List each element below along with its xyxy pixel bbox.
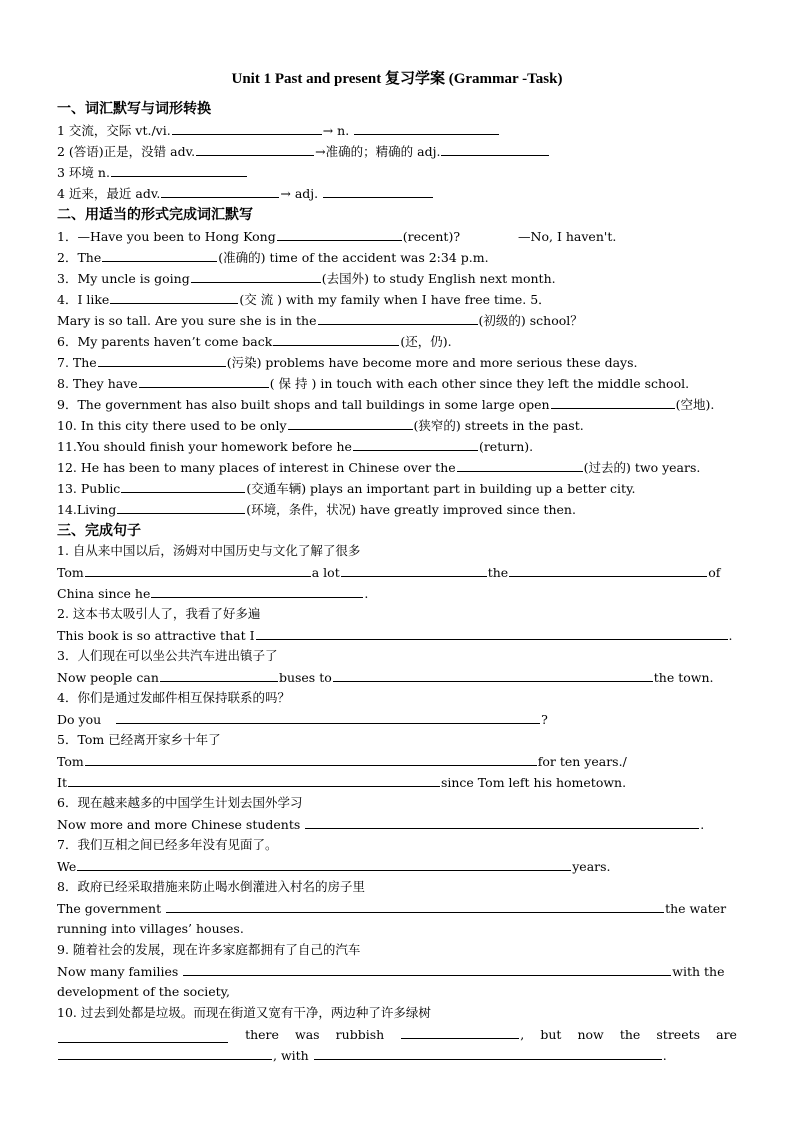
blank-field[interactable] (551, 396, 675, 409)
sentence-9-line-2: development of the society, (57, 984, 230, 999)
blank-field[interactable] (85, 753, 537, 766)
blank-field[interactable] (172, 122, 322, 135)
form-item-8: 8. They have ( 保 持 ) in touch with each other since they left the middle school. (57, 376, 690, 391)
sentence-9-chinese: 9. 随着社会的发展，现在许多家庭都拥有了自己的汽车 (57, 942, 361, 957)
vocab-item-3: 3 环境 n. (57, 164, 248, 181)
sentence-1-line-1: Tom a lot the of (57, 565, 721, 580)
blank-field[interactable] (401, 1026, 519, 1039)
blank-field[interactable] (457, 459, 583, 472)
blank-field[interactable] (314, 1047, 662, 1060)
sentence-2-line-1: This book is so attractive that I . (57, 628, 733, 643)
sentence-8-chinese: 8．政府已经采取措施来防止喝水倒灌进入村名的房子里 (57, 879, 365, 894)
sentence-10-chinese: 10. 过去到处都是垃圾。而现在街道又宽有干净，两边种了许多绿树 (57, 1005, 431, 1020)
blank-field[interactable] (323, 185, 433, 198)
blank-field[interactable] (509, 564, 707, 577)
sentence-5-line-2: It since Tom left his hometown. (57, 775, 627, 790)
blank-field[interactable] (77, 858, 571, 871)
blank-field[interactable] (68, 774, 440, 787)
form-item-4: 4．I like (交 流 ) with my family when I have free time. 5． (57, 292, 551, 307)
section-heading-word-forms: 二、用适当的形式完成词汇默写 (57, 207, 253, 223)
blank-field[interactable] (85, 564, 311, 577)
blank-field[interactable] (333, 669, 653, 682)
blank-field[interactable] (196, 143, 314, 156)
blank-field[interactable] (161, 185, 279, 198)
sentence-1-chinese: 1. 自从来中国以后，汤姆对中国历史与文化了解了很多 (57, 543, 361, 558)
section-heading-vocabulary: 一、词汇默写与词形转换 (57, 101, 211, 117)
blank-field[interactable] (58, 1047, 272, 1060)
vocab-item-1: 1 交流，交际 vt./vi. → n. (57, 122, 500, 139)
blank-field[interactable] (353, 438, 478, 451)
blank-field[interactable] (58, 1030, 228, 1043)
blank-field[interactable] (166, 900, 664, 913)
blank-field[interactable] (273, 333, 399, 346)
form-item-6: 6．My parents haven’t come back (还，仍). (57, 334, 452, 349)
sentence-8-line-1: The government the water (57, 901, 727, 916)
blank-field[interactable] (318, 312, 478, 325)
form-item-1: 1．—Have you been to Hong Kong (recent)? —No, I haven't. (57, 229, 617, 244)
form-item-10: 10. In this city there used to be only (狭窄的) streets in the past. (57, 418, 584, 433)
blank-field[interactable] (288, 417, 413, 430)
blank-field[interactable] (183, 963, 671, 976)
blank-field[interactable] (256, 627, 728, 640)
sentence-4-chinese: 4．你们是通过发邮件相互保持联系的吗？ (57, 690, 290, 705)
sentence-9-line-1: Now many families with the (57, 964, 725, 979)
sentence-10-line-2: , with . (57, 1047, 667, 1064)
blank-field[interactable] (191, 270, 321, 283)
form-item-14: 14.Living (环境，条件，状况) have greatly improved since then. (57, 502, 576, 517)
form-item-3: 3．My uncle is going (去国外) to study English next month. (57, 271, 556, 286)
page-title: Unit 1 Past and present 复习学案 (Grammar -Task) (231, 71, 563, 87)
section-heading-sentences: 三、完成句子 (57, 523, 141, 539)
form-item-12: 12. He has been to many places of interest in Chinese over the (过去的) two years. (57, 460, 701, 475)
blank-field[interactable] (441, 143, 549, 156)
sentence-5-line-1: Tom for ten years./ (57, 754, 627, 769)
form-item-9: 9．The government has also built shops and tall buildings in some large open (空地). (57, 397, 715, 412)
sentence-7-chinese: 7．我们互相之间已经多年没有见面了。 (57, 837, 278, 852)
blank-field[interactable] (110, 291, 238, 304)
sentence-2-chinese: 2. 这本书太吸引人了，我看了好多遍 (57, 606, 261, 621)
form-item-13: 13. Public (交通车辆) plays an important part in building up a better city. (57, 481, 636, 496)
blank-field[interactable] (305, 816, 699, 829)
sentence-3-chinese: 3．人们现在可以坐公共汽车进出镇子了 (57, 648, 278, 663)
sentence-3-line-1: Now people can buses to the town. (57, 670, 714, 685)
form-item-11: 11.You should finish your homework before he (return). (57, 439, 534, 454)
blank-field[interactable] (151, 585, 363, 598)
sentence-6-chinese: 6．现在越来越多的中国学生计划去国外学习 (57, 795, 303, 810)
sentence-5-chinese: 5．Tom 已经离开家乡十年了 (57, 732, 221, 747)
form-item-7: 7. The (污染) problems have become more and more serious these days. (57, 355, 638, 370)
blank-field[interactable] (116, 711, 540, 724)
sentence-1-line-2: China since he . (57, 586, 369, 601)
sentence-8-line-2: running into villages’ houses. (57, 921, 244, 936)
sentence-4-line-1: Do you ? (57, 712, 548, 727)
vocab-item-4: 4 近来，最近 adv. → adj. (57, 185, 434, 202)
blank-field[interactable] (139, 375, 269, 388)
blank-field[interactable] (111, 164, 247, 177)
vocab-item-2: 2 (答语)正是，没错 adv. →准确的；精确的 adj. (57, 143, 550, 160)
sentence-7-line-1: We years. (57, 859, 611, 874)
blank-field[interactable] (277, 228, 402, 241)
blank-field[interactable] (102, 249, 217, 262)
blank-field[interactable] (117, 501, 245, 514)
blank-field[interactable] (98, 354, 226, 367)
blank-field[interactable] (160, 669, 278, 682)
blank-field[interactable] (121, 480, 245, 493)
blank-field[interactable] (354, 122, 499, 135)
sentence-6-line-1: Now more and more Chinese students . (57, 817, 705, 832)
form-item-5: Mary is so tall. Are you sure she is in the (初级的) school？ (57, 313, 583, 328)
blank-field[interactable] (341, 564, 487, 577)
form-item-2: 2．The (准确的) time of the accident was 2:34 p.m. (57, 250, 489, 265)
sentence-10-line-1: there was rubbish , but now the streets are (57, 1026, 737, 1043)
